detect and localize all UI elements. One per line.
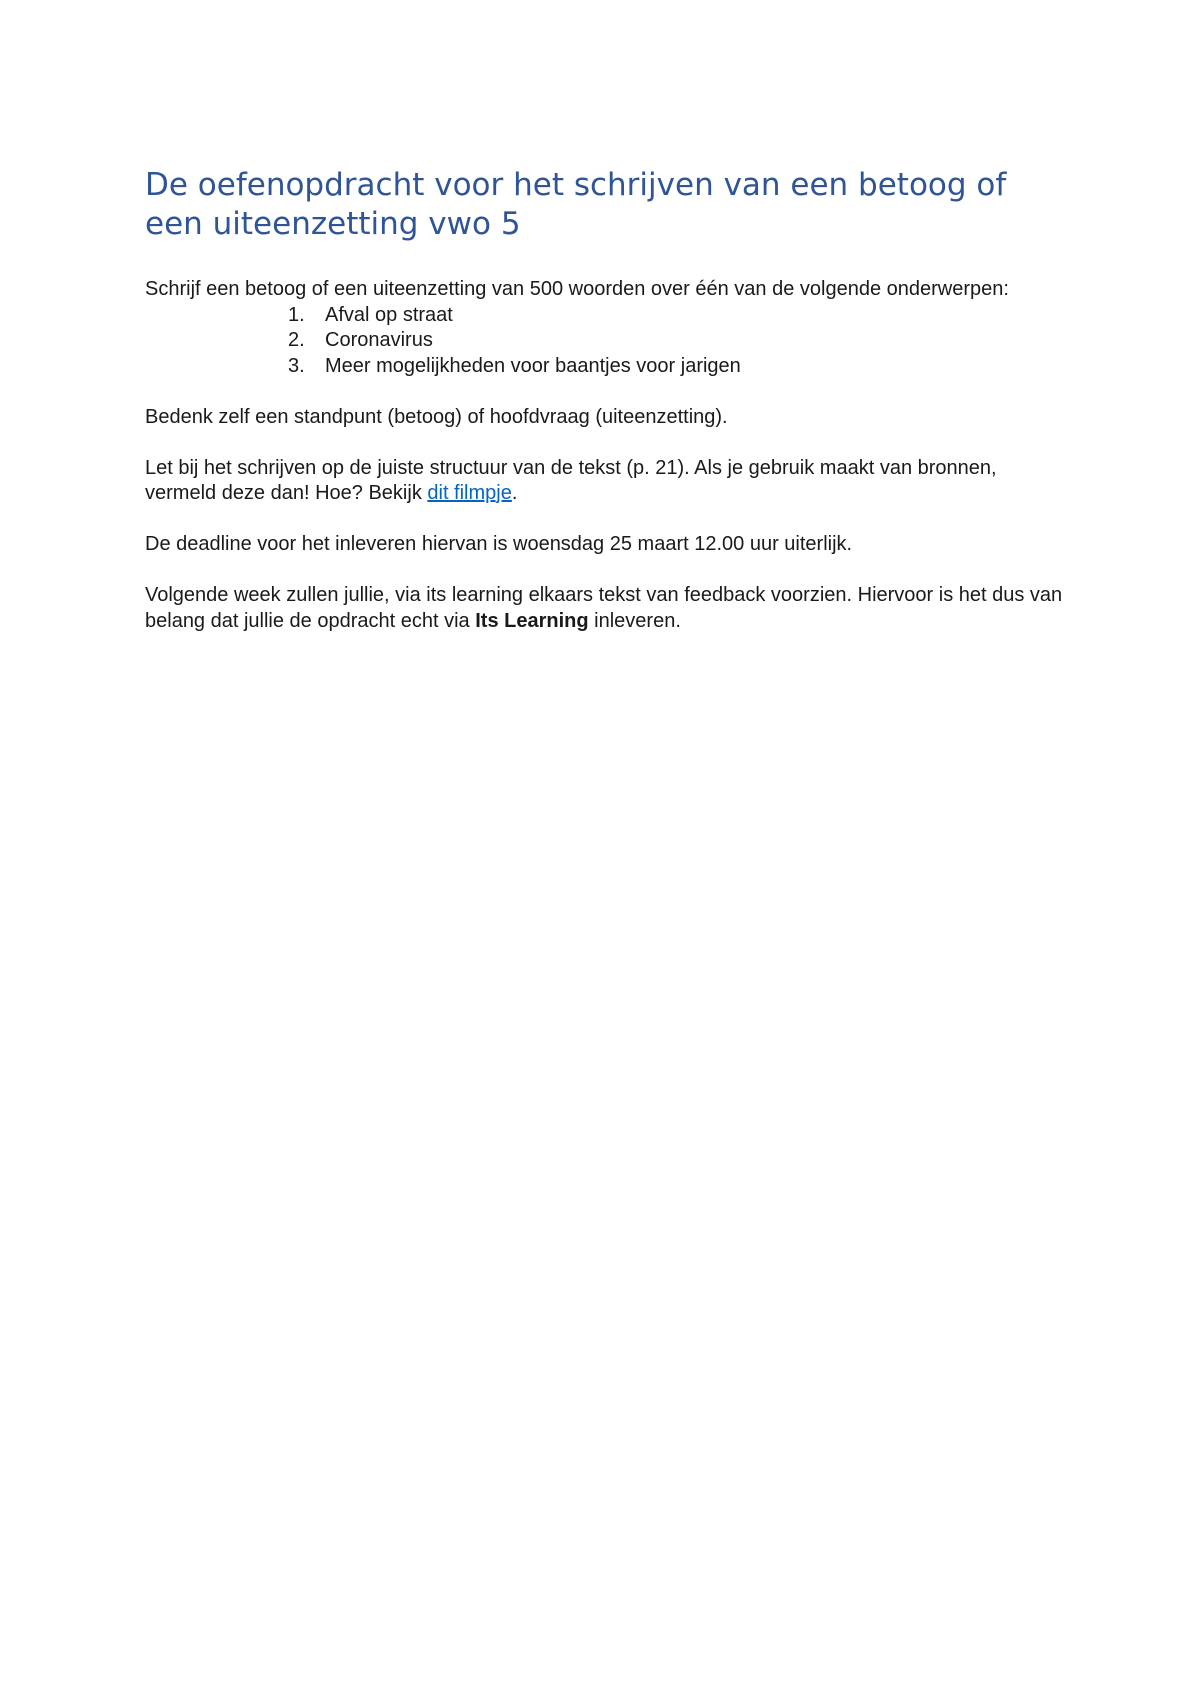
feedback-paragraph <box>145 583 1065 634</box>
topic-list <box>145 303 1065 380</box>
list-item-number: 2. <box>288 329 305 351</box>
intro-paragraph: Schrijf een betoog of een uiteenzetting van 500 woorden over één van de volgende onderwerpen: <box>145 278 1009 300</box>
list-item-label: Afval op straat <box>325 303 453 326</box>
document-title: De oefenopdracht voor het schrijven van een betoog of een uiteenzetting vwo 5 <box>145 167 1007 242</box>
video-link[interactable]: dit filmpje <box>427 482 512 504</box>
structure-text: Let bij het schrijven op de juiste structuur van de tekst (p. 21). Als je gebruik maakt van bronnen, vermeld deze dan! Hoe? Bekijk <box>145 456 997 504</box>
list-item <box>145 328 1065 354</box>
list-item <box>145 354 1065 380</box>
list-item-label: Meer mogelijkheden voor baantjes voor jarigen <box>325 354 741 377</box>
feedback-text: Volgende week zullen jullie, via its learning elkaars tekst van feedback voorzien. Hiervoor is het dus van belang dat jullie de opdracht echt via <box>145 584 1063 632</box>
list-item-label: Coronavirus <box>325 329 433 351</box>
feedback-text-end: inleveren. <box>588 609 681 632</box>
list-item-number: 3. <box>288 354 305 377</box>
list-item-number: 1. <box>288 303 305 326</box>
deadline-paragraph: De deadline voor het inleveren hiervan is woensdag 25 maart 12.00 uur uiterlijk. <box>145 533 853 555</box>
structure-paragraph <box>145 456 1065 507</box>
platform-name: Its Learning <box>475 609 589 632</box>
document-body <box>145 277 1065 634</box>
structure-text-end: . <box>511 482 518 504</box>
list-item <box>145 303 1065 329</box>
standpoint-paragraph: Bedenk zelf een standpunt (betoog) of hoofdvraag (uiteenzetting). <box>145 405 728 428</box>
